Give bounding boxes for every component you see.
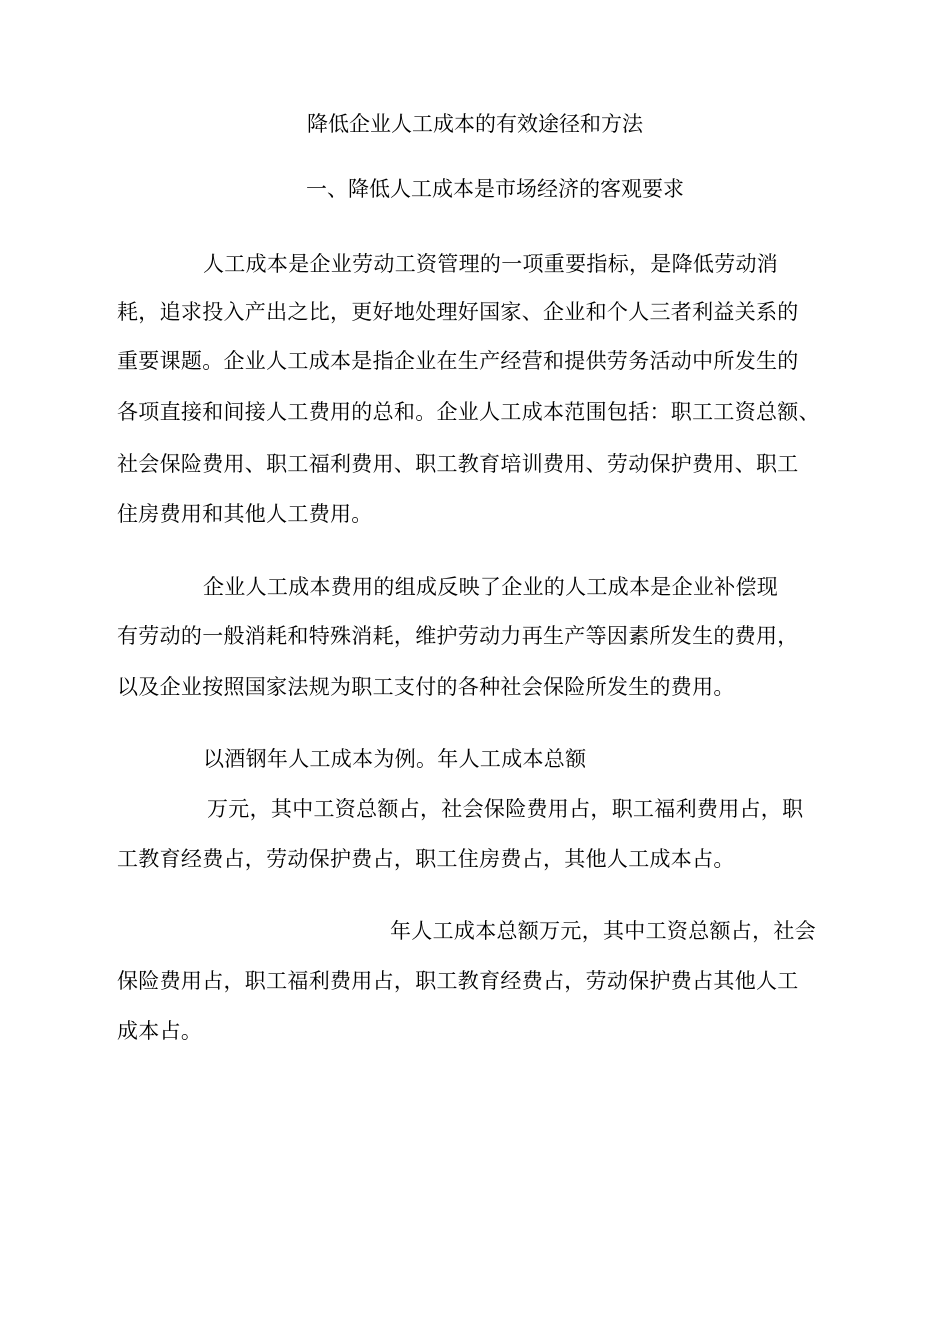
document-title: 降低企业人工成本的有效途径和方法 — [307, 112, 643, 136]
paragraph-line: 重要课题。企业人工成本是指企业在生产经营和提供劳务活动中所发生的 — [117, 349, 799, 373]
paragraph-line: 保险费用占，职工福利费用占，职工教育经费占，劳动保护费占其他人工 — [117, 969, 799, 993]
paragraph-line: 万元，其中工资总额占，社会保险费用占，职工福利费用占，职 — [207, 797, 804, 821]
section-heading: 一、降低人工成本是市场经济的客观要求 — [306, 177, 684, 201]
paragraph-line: 社会保险费用、职工福利费用、职工教育培训费用、劳动保护费用、职工 — [117, 452, 799, 476]
paragraph-line: 耗，追求投入产出之比，更好地处理好国家、企业和个人三者利益关系的 — [117, 300, 799, 324]
paragraph-line: 有劳动的一般消耗和特殊消耗，维护劳动力再生产等因素所发生的费用， — [117, 624, 799, 648]
paragraph-line: 住房费用和其他人工费用。 — [117, 502, 373, 526]
paragraph-line: 各项直接和间接人工费用的总和。企业人工成本范围包括：职工工资总额、 — [117, 400, 820, 424]
paragraph-line: 人工成本是企业劳动工资管理的一项重要指标，是降低劳动消 — [203, 252, 779, 276]
paragraph-line: 企业人工成本费用的组成反映了企业的人工成本是企业补偿现 — [203, 575, 779, 599]
paragraph-line: 以及企业按照国家法规为职工支付的各种社会保险所发生的费用。 — [117, 675, 735, 699]
paragraph-line: 年人工成本总额万元，其中工资总额占，社会 — [390, 919, 816, 943]
paragraph-line: 以酒钢年人工成本为例。年人工成本总额 — [203, 747, 587, 771]
paragraph-line: 工教育经费占，劳动保护费占，职工住房费占，其他人工成本占。 — [117, 847, 735, 871]
paragraph-line: 成本占。 — [117, 1019, 203, 1043]
